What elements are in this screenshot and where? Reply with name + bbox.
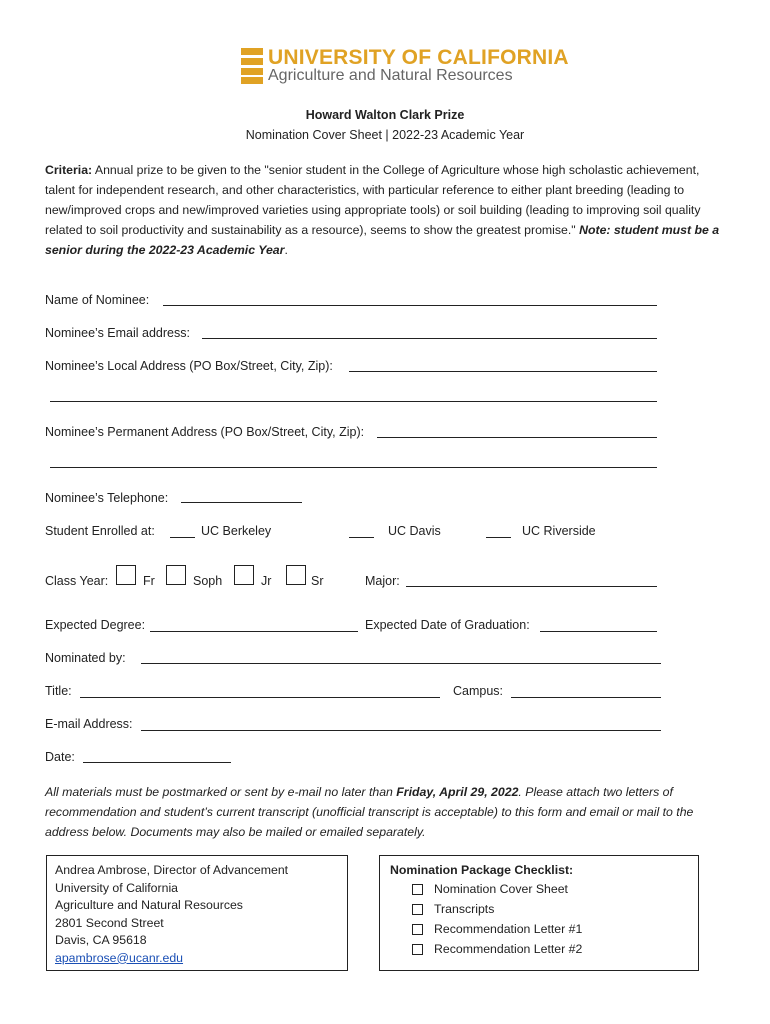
nominated-by-input-line[interactable] xyxy=(141,663,661,664)
permanent-address-input-line-2[interactable] xyxy=(50,467,657,468)
uc-anr-logo-mark xyxy=(241,48,263,84)
local-address-input-line-2[interactable] xyxy=(50,401,657,402)
document-subtitle: Nomination Cover Sheet | 2022-23 Academic Year xyxy=(245,128,525,142)
expected-degree-label: Expected Degree: xyxy=(45,618,146,632)
submission-notice xyxy=(45,782,725,842)
checkbox-icon[interactable] xyxy=(412,924,423,935)
criteria-label: Criteria: xyxy=(45,163,93,177)
campus-davis-label: UC Davis xyxy=(388,524,441,538)
telephone-input-line[interactable] xyxy=(181,502,302,503)
class-year-label: Class Year: xyxy=(45,574,109,588)
checkbox-icon[interactable] xyxy=(412,944,423,955)
logo-title: UNIVERSITY OF CALIFORNIA xyxy=(268,46,569,69)
campus-riverside-label: UC Riverside xyxy=(522,524,596,538)
class-jr-label: Jr xyxy=(261,574,272,588)
document-title: Howard Walton Clark Prize xyxy=(305,108,465,122)
criteria-text: Annual prize to be given to the "senior student in the College of Agriculture whose high scholastic achievement, talent for independent research, and other characteristics, with particular reference to either plant breeding (leading to new/improved crops and new/improved varieties using appropriate tools) or soil building (leading to improving soil quality related to soil productivity and sustainability as a resource), seems to show the greatest promise." xyxy=(45,163,701,237)
checklist-item-label: Nomination Cover Sheet xyxy=(434,882,568,896)
class-sr-label: Sr xyxy=(311,574,324,588)
criteria-note: Note: student must be a senior during the 2022-23 Academic Year xyxy=(45,223,720,257)
contact-street: 2801 Second Street xyxy=(55,915,164,930)
checklist-item-label: Transcripts xyxy=(434,902,495,916)
contact-name: Andrea Ambrose, Director of Advancement xyxy=(55,863,289,877)
enrolled-label: Student Enrolled at: xyxy=(45,524,155,538)
criteria-paragraph xyxy=(45,160,725,260)
name-label: Name of Nominee: xyxy=(45,293,150,307)
contact-address-box xyxy=(46,855,348,971)
nomination-checklist-box xyxy=(379,855,699,971)
checkbox-icon[interactable] xyxy=(412,884,423,895)
name-input-line[interactable] xyxy=(163,305,657,306)
logo-subtitle: Agriculture and Natural Resources xyxy=(268,67,513,84)
nominator-email-input-line[interactable] xyxy=(141,730,661,731)
criteria-end: . xyxy=(284,243,288,257)
checklist-item[interactable] xyxy=(390,899,688,919)
contact-city: Davis, CA 95618 xyxy=(55,933,147,947)
checklist-title: Nomination Package Checklist: xyxy=(390,863,574,877)
notice-part1: All materials must be postmarked or sent by e-mail no later than xyxy=(45,785,397,799)
nominator-email-label: E-mail Address: xyxy=(45,717,133,731)
campus-berkeley-label: UC Berkeley xyxy=(201,524,272,538)
checklist-item[interactable] xyxy=(390,939,688,959)
notice-part2: . Please attach two letters of recommendation and student’s current transcript (unofficial transcript is acceptable) to this form and email or mail to the address below. Documents may also be mailed or emailed separately. xyxy=(45,785,694,839)
permanent-address-input-line[interactable] xyxy=(377,437,657,438)
email-label: Nominee’s Email address: xyxy=(45,326,190,340)
major-input-line[interactable] xyxy=(406,586,657,587)
email-input-line[interactable] xyxy=(202,338,657,339)
berkeley-blank[interactable] xyxy=(170,537,195,538)
riverside-blank[interactable] xyxy=(486,537,511,538)
class-soph-label: Soph xyxy=(193,574,223,588)
local-address-label: Nominee’s Local Address (PO Box/Street, City, Zip): xyxy=(45,359,333,373)
checkbox-icon[interactable] xyxy=(412,904,423,915)
expected-graduation-input-line[interactable] xyxy=(540,631,657,632)
permanent-address-label: Nominee’s Permanent Address (PO Box/Street, City, Zip): xyxy=(45,425,365,439)
major-label: Major: xyxy=(365,574,400,588)
nominated-by-label: Nominated by: xyxy=(45,651,126,665)
expected-degree-input-line[interactable] xyxy=(150,631,358,632)
checklist-item[interactable] xyxy=(390,919,688,939)
notice-deadline: Friday, April 29, 2022 xyxy=(396,785,519,799)
checklist-item-label: Recommendation Letter #2 xyxy=(434,942,583,956)
class-soph-checkbox[interactable] xyxy=(166,565,186,585)
campus-label: Campus: xyxy=(453,684,504,698)
checklist-item-label: Recommendation Letter #1 xyxy=(434,922,583,936)
title-input-line[interactable] xyxy=(80,697,440,698)
title-label: Title: xyxy=(45,684,72,698)
date-input-line[interactable] xyxy=(83,762,231,763)
class-jr-checkbox[interactable] xyxy=(234,565,254,585)
local-address-input-line[interactable] xyxy=(349,371,657,372)
expected-graduation-label: Expected Date of Graduation: xyxy=(365,618,530,632)
class-sr-checkbox[interactable] xyxy=(286,565,306,585)
class-fr-checkbox[interactable] xyxy=(116,565,136,585)
contact-org: University of California xyxy=(55,880,179,895)
class-fr-label: Fr xyxy=(143,574,155,588)
davis-blank[interactable] xyxy=(349,537,374,538)
contact-division: Agriculture and Natural Resources xyxy=(55,898,243,912)
checklist-item[interactable] xyxy=(390,879,688,899)
campus-input-line[interactable] xyxy=(511,697,661,698)
telephone-label: Nominee’s Telephone: xyxy=(45,491,169,505)
date-label: Date: xyxy=(45,750,75,764)
contact-email-link[interactable]: apambrose@ucanr.edu xyxy=(55,950,184,965)
